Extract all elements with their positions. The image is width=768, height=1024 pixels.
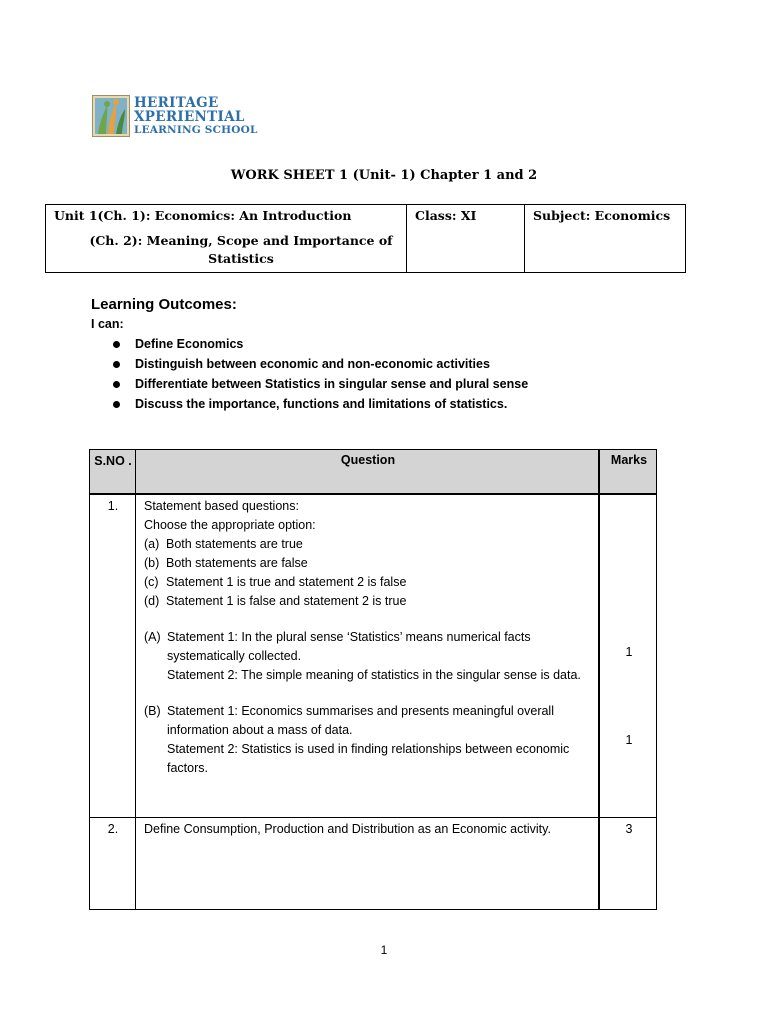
- statement-pair-b: (B) Statement 1: Economics summarises and presents meaningful overall information about a mass of data. Statement 2: Statistics is used in finding relationships between economic factors.: [144, 702, 594, 778]
- statement-pair-a: (A) Statement 1: In the plural sense ‘Statistics’ means numerical facts systematically collected. Statement 2: The simple meaning of statistics in the singular sense is data.: [144, 628, 594, 685]
- class-label: Class: XI: [415, 208, 477, 223]
- option-c: (c) Statement 1 is true and statement 2 is false: [144, 575, 407, 589]
- option-d: (d) Statement 1 is false and statement 2 is true: [144, 594, 407, 608]
- header-marks: Marks: [610, 453, 648, 467]
- worksheet-title: WORK SHEET 1 (Unit- 1) Chapter 1 and 2: [230, 168, 538, 183]
- subject-label: Subject: Economics: [533, 208, 671, 223]
- unit-cell: [46, 205, 407, 272]
- question-1-intro: Statement based questions:: [144, 499, 299, 513]
- unit-info-table: [45, 204, 686, 273]
- question-2-text: Define Consumption, Production and Distribution as an Economic activity.: [144, 822, 551, 836]
- learning-outcome-item: Discuss the importance, functions and limitations of statistics.: [110, 395, 528, 415]
- table-row-divider: [89, 817, 657, 818]
- question-1-text: [144, 497, 594, 778]
- question-2-marks: 3: [625, 822, 633, 836]
- school-logo: [92, 95, 262, 139]
- header-sno: S.NO .: [94, 454, 132, 468]
- bullet-icon: [113, 381, 120, 388]
- class-cell: [407, 205, 525, 272]
- question-table: [89, 449, 657, 910]
- table-header-divider: [89, 493, 657, 495]
- option-a: (a) Both statements are true: [144, 537, 303, 551]
- table-col-divider-2: [598, 449, 600, 910]
- question-table-header: [89, 449, 657, 493]
- logo-text-line1: HERITAGE: [134, 95, 219, 111]
- statement-b-marks: 1: [625, 733, 633, 747]
- table-col-divider-1: [135, 449, 136, 910]
- school-logo-emblem-icon: [92, 95, 130, 137]
- statement-a-2: Statement 2: The simple meaning of statistics in the singular sense is data.: [167, 668, 581, 682]
- unit-chapter-1: Unit 1(Ch. 1): Economics: An Introduction: [54, 208, 352, 223]
- question-1-number: 1.: [107, 499, 119, 513]
- question-2-number: 2.: [107, 822, 119, 836]
- table-border-bottom: [89, 909, 657, 910]
- learning-outcome-item: Define Economics: [110, 335, 528, 355]
- learning-outcomes-list: [110, 335, 528, 415]
- unit-chapter-2: (Ch. 2): Meaning, Scope and Importance of Statistics: [89, 233, 393, 266]
- learning-outcome-item: Differentiate between Statistics in singular sense and plural sense: [110, 375, 528, 395]
- learning-outcomes-intro: I can:: [91, 317, 124, 331]
- learning-outcome-item: Distinguish between economic and non-economic activities: [110, 355, 528, 375]
- logo-text-line2: XPERIENTIAL: [134, 109, 245, 125]
- option-b: (b) Both statements are false: [144, 556, 308, 570]
- bullet-icon: [113, 361, 120, 368]
- statement-b-2: Statement 2: Statistics is used in finding relationships between economic factors.: [167, 742, 570, 775]
- subject-cell: [525, 205, 685, 272]
- learning-outcomes-heading: Learning Outcomes:: [91, 296, 237, 313]
- bullet-icon: [113, 401, 120, 408]
- table-border-top: [89, 449, 657, 450]
- statement-b-1: Statement 1: Economics summarises and presents meaningful overall information about a mass of data.: [167, 704, 554, 737]
- table-border-right: [656, 449, 657, 910]
- bullet-icon: [113, 341, 120, 348]
- header-question: Question: [340, 453, 396, 467]
- statement-a-marks: 1: [625, 645, 633, 659]
- logo-text-line3: LEARNING SCHOOL: [134, 124, 258, 136]
- question-1-instruction: Choose the appropriate option:: [144, 518, 316, 532]
- statement-a-1: Statement 1: In the plural sense ‘Statistics’ means numerical facts systematically collected.: [167, 630, 531, 663]
- table-border-left: [89, 449, 90, 910]
- page-number: 1: [380, 943, 388, 957]
